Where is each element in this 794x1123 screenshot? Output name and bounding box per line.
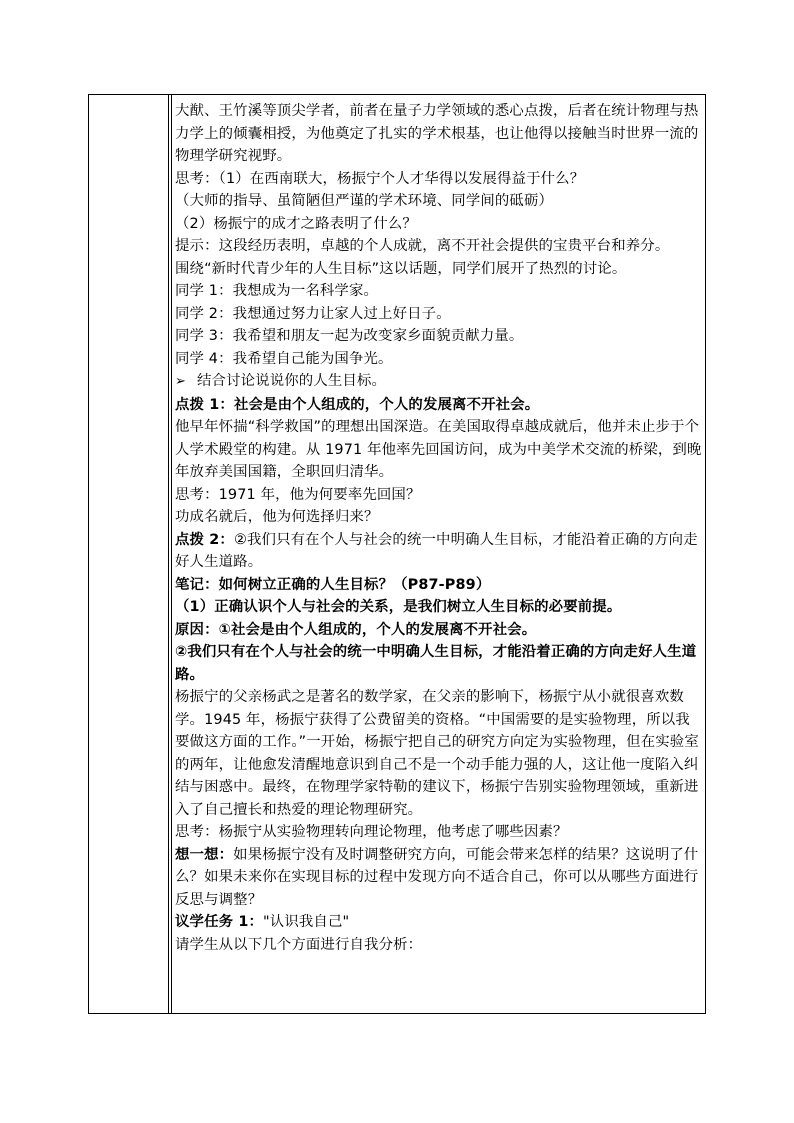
discussion-topic: 围绕“新时代青少年的人生目标”这以话题，同学们展开了热烈的讨论。 [175, 260, 627, 277]
hint-text: 提示：这段经历表明，卓越的个人成就，离不开社会提供的宝贵平台和养分。 [175, 238, 670, 254]
notes-heading: 笔记：如何树立正确的人生目标？（P87-P89） [175, 576, 491, 593]
instruction-text: 请学生从以下几个方面进行自我分析： [175, 936, 423, 953]
notes-reason: ②我们只有在个人与社会的统一中明确人生目标，才能沿着正确的方向走好人生道路。 [175, 644, 697, 683]
paragraph: 大猷、王竹溪等顶尖学者，前者在量子力学领域的悉心点拨，后者在统计物理与热力学上的倾囊相授，为他奠定了扎实的学术根基，也让他得以接触当时世界一流的物理学研究视野。 [175, 103, 699, 164]
task-bullet [175, 370, 703, 394]
thinking-question: 思考：（1）在西南联大，杨振宁个人才华得以发展得益于什么？ [175, 170, 585, 187]
student-answer: 同学 1：我想成为一名科学家。 [175, 283, 379, 299]
paragraph: 他早年怀揣“科学救国”的理想出国深造。在美国取得卓越成就后，他并未止步于个人学术殿堂的构建。从 1971 年他率先回国访问，成为中美学术交流的桥梁，到晚年放弃美国国籍，全职回归清华。 [175, 419, 702, 480]
thinking-question: （2）杨振宁的成才之路表明了什么？ [175, 215, 417, 232]
student-answer: 同学 3：我希望和朋友一起为改变家乡面貌贡献力量。 [175, 328, 524, 344]
notes-item: （1）正确认识个人与社会的关系，是我们树立人生目标的必要前提。 [175, 599, 622, 615]
key-point: 点拨 1：社会是由个人组成的，个人的发展离不开社会。 [175, 396, 540, 413]
student-answer: 同学 2：我想通过努力让家人过上好日子。 [175, 305, 451, 322]
task-heading [175, 911, 703, 934]
key-point-text: ②我们只有在个人与社会的统一中明确人生目标，才能沿着正确的方向走好人生道路。 [175, 531, 698, 570]
notes-reason: 原因：①社会是由个人组成的，个人的发展离不开社会。 [175, 621, 537, 638]
lesson-table [88, 94, 706, 1014]
key-point-label: 点拨 2： [175, 531, 234, 548]
column-divider [171, 95, 172, 1013]
task-label: 议学任务 1： [175, 914, 264, 930]
column-divider [168, 95, 169, 1013]
thinking-question: 思考：杨振宁从实验物理转向理论物理，他考虑了哪些因素？ [175, 824, 568, 840]
thinking-question: 功成名就后，他为何选择归来？ [175, 509, 379, 525]
reflection-text: 如果杨振宁没有及时调整研究方向，可能会带来怎样的结果？这说明了什么？如果未来你在实现目标的过程中发现方向不适合自己，你可以从哪些方面进行反思与调整？ [175, 846, 699, 908]
thinking-question: 思考：1971 年，他为何要率先回国？ [175, 486, 421, 503]
reflection-label: 想一想： [175, 846, 234, 863]
arrow-bullet-icon: ➢ [175, 374, 187, 389]
paragraph: 杨振宁的父亲杨武之是著名的数学家，在父亲的影响下，杨振宁从小就很喜欢数学。1945 年，杨振宁获得了公费留美的资格。“中国需要的是实验物理，所以我要做这方面的工作。”一开始，杨振宁把自己的研究方向定为实验物理，但在实验室的两年，让他愈发清醒地意识到自己不是一个动手能力强的人，这让他一度陷入纠结与困惑中。最终，在物理学家特勒的建议下，杨振宁告别实验物理领域，重新进入了自己擅长和热爱的理论物理研究。 [175, 689, 699, 818]
task-title: "认识我自己" [263, 914, 350, 930]
answer-text: （大师的指导、虽简陋但严谨的学术环境、同学间的砥砺） [175, 193, 554, 209]
student-answer: 同学 4：我希望自己能为国争光。 [175, 350, 393, 367]
lesson-content [175, 100, 703, 956]
task-text: 结合讨论说说你的人生目标。 [197, 373, 387, 389]
key-point [175, 529, 703, 574]
reflection-prompt [175, 844, 703, 912]
